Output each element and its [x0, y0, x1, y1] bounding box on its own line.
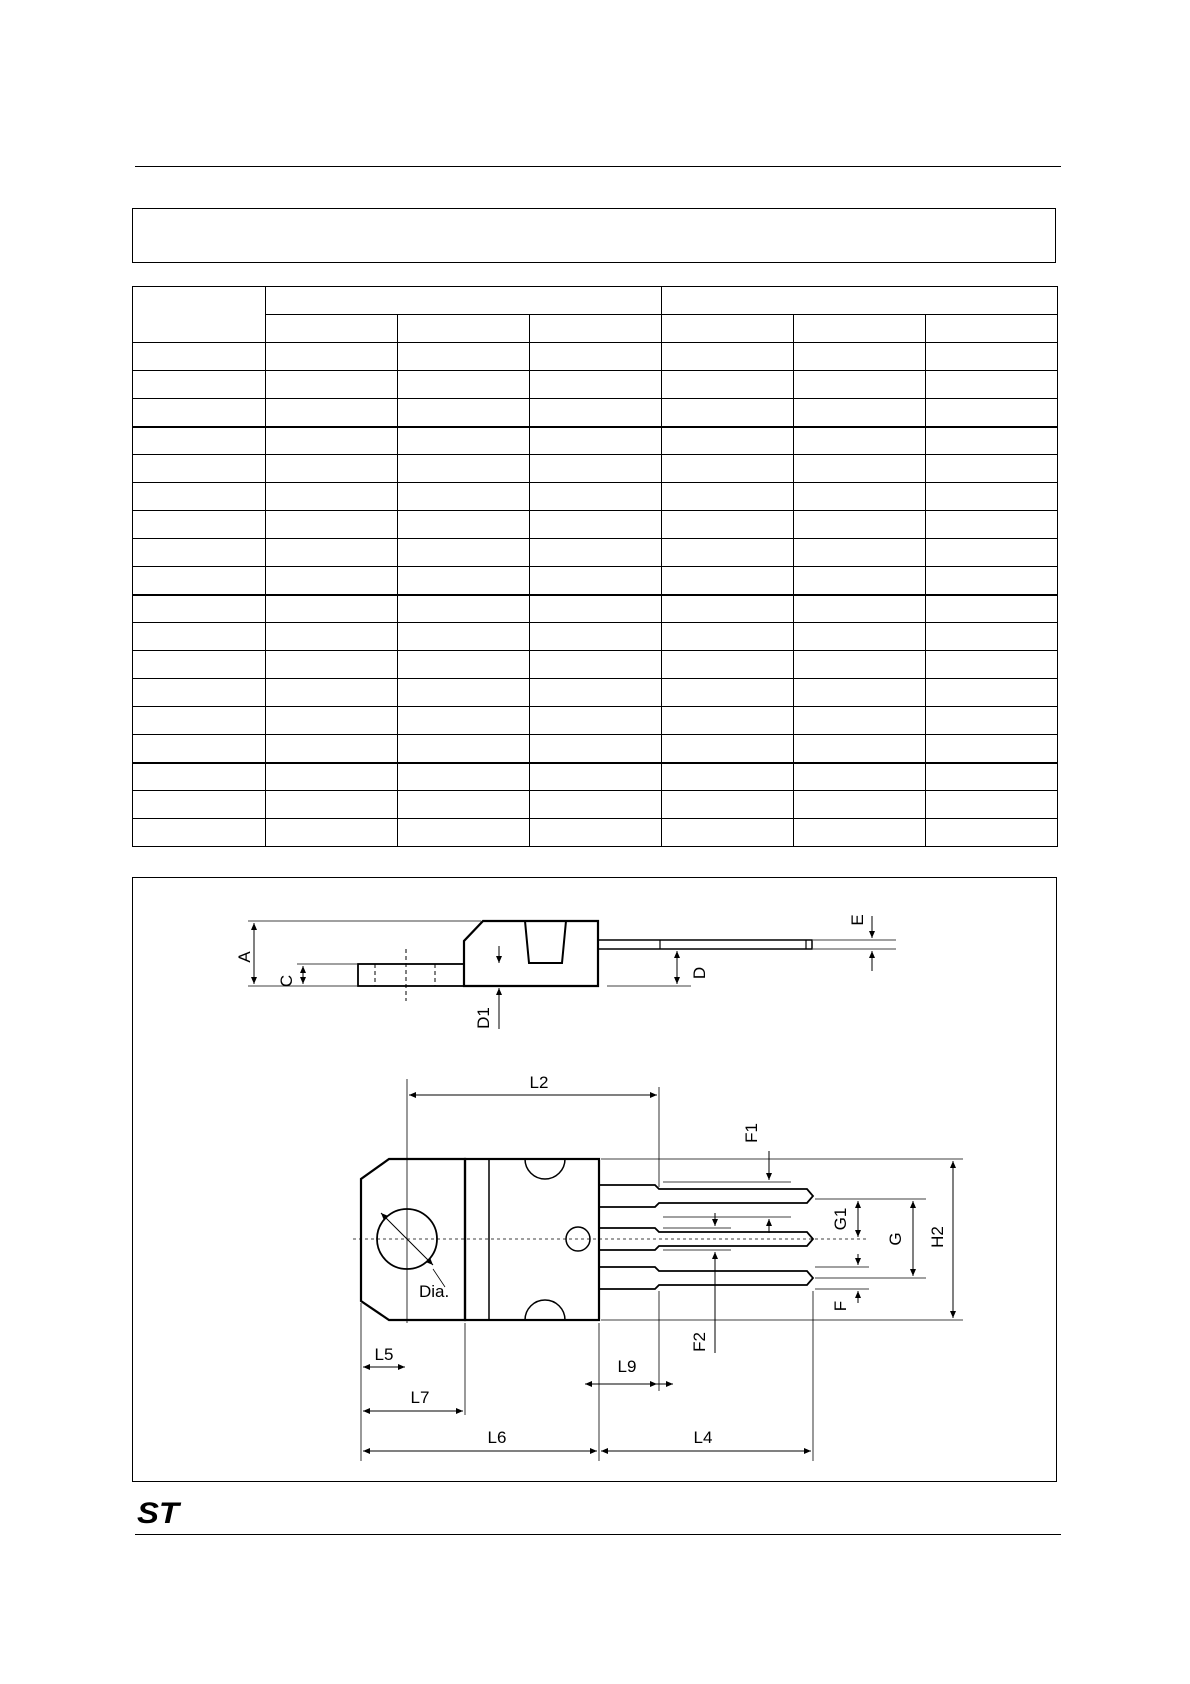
table-cell	[133, 735, 266, 763]
table-cell	[662, 623, 794, 651]
table-cell	[398, 371, 530, 399]
table-row	[133, 399, 1058, 427]
table-cell	[794, 679, 926, 707]
package-drawing-frame	[132, 877, 1057, 1482]
table-cell	[794, 595, 926, 623]
table-row	[133, 539, 1058, 567]
front-body	[465, 1159, 599, 1320]
table-cell	[133, 455, 266, 483]
table-row	[133, 371, 1058, 399]
table-cell	[266, 399, 398, 427]
table-cell	[794, 819, 926, 847]
table-cell	[530, 735, 662, 763]
table-cell	[133, 343, 266, 371]
table-cell	[794, 343, 926, 371]
table-cell	[926, 371, 1058, 399]
table-cell	[266, 343, 398, 371]
dim-label-F: F	[831, 1300, 850, 1312]
table-cell	[398, 819, 530, 847]
side-tab	[358, 964, 464, 986]
dim-label-F2: F2	[690, 1332, 709, 1352]
table-header-cell	[926, 315, 1058, 343]
table-cell	[530, 763, 662, 791]
table-cell	[398, 567, 530, 595]
table-row	[133, 511, 1058, 539]
table-row	[133, 455, 1058, 483]
table-cell	[266, 707, 398, 735]
table-cell	[266, 539, 398, 567]
table-cell	[926, 735, 1058, 763]
table-cell	[926, 679, 1058, 707]
table-cell	[926, 539, 1058, 567]
table-cell	[133, 511, 266, 539]
table-cell	[530, 399, 662, 427]
dim-label-D: D	[690, 966, 709, 980]
table-cell	[398, 427, 530, 455]
table-cell	[266, 567, 398, 595]
dim-label-E: E	[848, 914, 867, 926]
table-cell	[530, 483, 662, 511]
table-cell	[794, 371, 926, 399]
lead-3	[599, 1267, 813, 1289]
dim-label-L5: L5	[374, 1345, 394, 1364]
table-cell	[926, 623, 1058, 651]
dimension-table	[132, 286, 1058, 847]
table-cell	[133, 371, 266, 399]
table-cell	[926, 455, 1058, 483]
table-header-cell	[662, 287, 1058, 315]
dim-label-L2: L2	[529, 1073, 549, 1092]
table-header-cell	[133, 287, 266, 343]
table-cell	[530, 651, 662, 679]
table-cell	[794, 651, 926, 679]
table-cell	[133, 595, 266, 623]
table-cell	[398, 595, 530, 623]
table-row	[133, 483, 1058, 511]
table-cell	[530, 455, 662, 483]
table-header-cell	[794, 315, 926, 343]
table-cell	[926, 791, 1058, 819]
dim-label-F1: F1	[742, 1123, 761, 1143]
table-cell	[133, 791, 266, 819]
table-cell	[662, 371, 794, 399]
table-cell	[398, 791, 530, 819]
table-header-cell	[662, 315, 794, 343]
dim-label-D1: D1	[474, 1007, 493, 1029]
dim-label-C: C	[277, 974, 296, 988]
table-row	[133, 595, 1058, 623]
table-cell	[530, 791, 662, 819]
table-cell	[133, 679, 266, 707]
dim-label-A: A	[235, 951, 254, 963]
side-view-labels	[235, 914, 867, 1029]
side-view	[248, 916, 896, 1029]
table-cell	[926, 567, 1058, 595]
table-cell	[530, 427, 662, 455]
table-header-row	[133, 287, 1058, 315]
table-cell	[398, 707, 530, 735]
table-cell	[398, 679, 530, 707]
table-cell	[266, 623, 398, 651]
table-cell	[662, 763, 794, 791]
table-cell	[662, 455, 794, 483]
table-cell	[133, 651, 266, 679]
table-cell	[794, 707, 926, 735]
table-cell	[662, 679, 794, 707]
package-outline-drawing	[133, 878, 1058, 1483]
header-rule	[135, 166, 1061, 167]
table-cell	[794, 511, 926, 539]
dim-label-L6: L6	[487, 1428, 507, 1447]
table-row	[133, 679, 1058, 707]
table-row	[133, 735, 1058, 763]
table-cell	[662, 399, 794, 427]
table-cell	[266, 763, 398, 791]
dim-label-L7: L7	[410, 1388, 430, 1407]
table-cell	[794, 791, 926, 819]
table-row	[133, 707, 1058, 735]
table-cell	[530, 679, 662, 707]
table-cell	[133, 763, 266, 791]
table-cell	[398, 399, 530, 427]
footer-rule	[135, 1534, 1061, 1535]
table-cell	[662, 539, 794, 567]
dim-label-L9: L9	[617, 1357, 637, 1376]
table-cell	[662, 595, 794, 623]
table-cell	[398, 651, 530, 679]
table-cell	[398, 735, 530, 763]
dim-label-L4: L4	[693, 1428, 713, 1447]
table-cell	[926, 763, 1058, 791]
table-cell	[926, 399, 1058, 427]
table-cell	[926, 707, 1058, 735]
front-view	[353, 1079, 963, 1461]
table-cell	[662, 819, 794, 847]
table-cell	[662, 343, 794, 371]
table-cell	[926, 819, 1058, 847]
table-cell	[266, 791, 398, 819]
table-cell	[794, 735, 926, 763]
table-cell	[398, 483, 530, 511]
table-header-cell	[398, 315, 530, 343]
table-title-box	[132, 208, 1056, 263]
table-cell	[133, 483, 266, 511]
table-cell	[133, 427, 266, 455]
table-row	[133, 427, 1058, 455]
st-logo-text: ST	[137, 1498, 182, 1528]
table-cell	[794, 427, 926, 455]
table-header-cell	[530, 315, 662, 343]
table-cell	[530, 343, 662, 371]
table-cell	[794, 623, 926, 651]
table-cell	[133, 707, 266, 735]
table-cell	[398, 539, 530, 567]
table-cell	[662, 427, 794, 455]
table-cell	[662, 483, 794, 511]
table-cell	[133, 567, 266, 595]
dim-label-H2: H2	[928, 1226, 947, 1248]
table-cell	[530, 707, 662, 735]
table-cell	[266, 595, 398, 623]
table-cell	[266, 455, 398, 483]
table-cell	[266, 511, 398, 539]
table-cell	[398, 343, 530, 371]
table-row	[133, 623, 1058, 651]
table-cell	[398, 511, 530, 539]
table-cell	[926, 595, 1058, 623]
table-cell	[794, 483, 926, 511]
table-cell	[662, 735, 794, 763]
table-cell	[266, 735, 398, 763]
table-row	[133, 567, 1058, 595]
table-cell	[266, 819, 398, 847]
table-cell	[133, 623, 266, 651]
table-cell	[794, 763, 926, 791]
table-cell	[530, 511, 662, 539]
table-cell	[662, 651, 794, 679]
table-cell	[926, 651, 1058, 679]
table-cell	[133, 399, 266, 427]
table-cell	[530, 567, 662, 595]
table-cell	[794, 567, 926, 595]
table-cell	[530, 819, 662, 847]
table-cell	[926, 343, 1058, 371]
table-cell	[794, 455, 926, 483]
table-cell	[266, 427, 398, 455]
table-cell	[530, 623, 662, 651]
table-cell	[662, 511, 794, 539]
table-cell	[926, 511, 1058, 539]
front-view-labels	[375, 1073, 947, 1447]
table-cell	[530, 371, 662, 399]
table-cell	[398, 623, 530, 651]
table-cell	[794, 399, 926, 427]
table-cell	[266, 679, 398, 707]
lead-1	[599, 1185, 813, 1207]
table-cell	[662, 707, 794, 735]
dim-label-G1: G1	[831, 1207, 850, 1231]
table-cell	[266, 483, 398, 511]
st-logo	[135, 1498, 183, 1528]
table-cell	[133, 539, 266, 567]
table-row	[133, 819, 1058, 847]
table-cell	[794, 539, 926, 567]
table-cell	[133, 819, 266, 847]
table-cell	[926, 427, 1058, 455]
table-header-cell	[266, 315, 398, 343]
dim-label-G: G	[886, 1232, 905, 1246]
table-row	[133, 651, 1058, 679]
side-body	[464, 921, 598, 986]
table-row	[133, 791, 1058, 819]
table-cell	[398, 763, 530, 791]
table-cell	[926, 483, 1058, 511]
table-cell	[530, 595, 662, 623]
table-cell	[266, 371, 398, 399]
table-cell	[398, 455, 530, 483]
table-header-cell	[266, 287, 662, 315]
table-cell	[530, 539, 662, 567]
side-lead	[598, 940, 812, 949]
table-cell	[662, 791, 794, 819]
table-cell	[662, 567, 794, 595]
table-subheader-row	[133, 315, 1058, 343]
table-row	[133, 763, 1058, 791]
dim-label-Dia: Dia.	[419, 1282, 450, 1301]
table-cell	[266, 651, 398, 679]
table-row	[133, 343, 1058, 371]
